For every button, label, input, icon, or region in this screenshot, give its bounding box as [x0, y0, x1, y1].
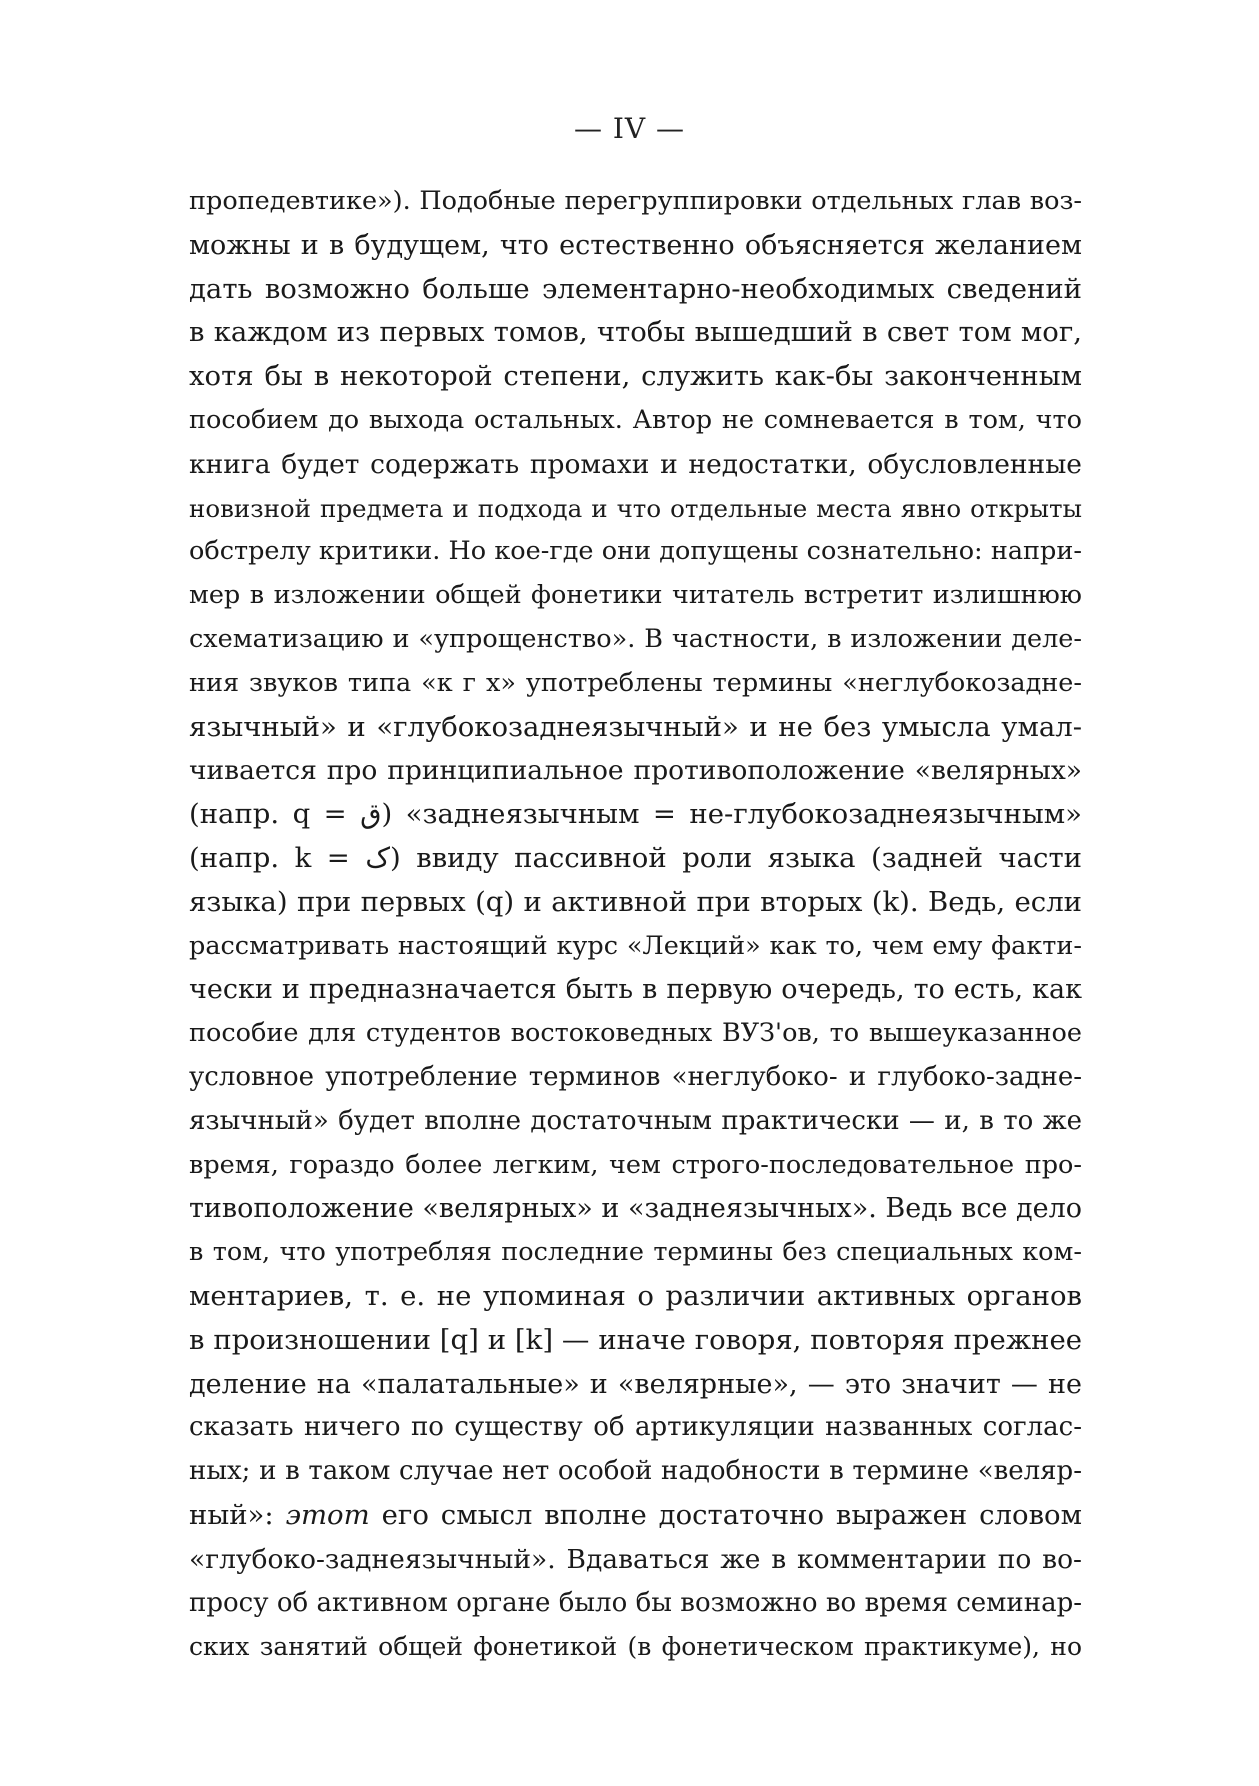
text-segment: его смысл вполне достаточно выражен словом — [369, 1498, 1082, 1531]
text-line: в произношении [q] и [k] — иначе говоря, повторяя прежнее — [189, 1323, 1082, 1356]
text-line: пособие для студентов востоковедных ВУЗ'ов, то вышеуказанное — [189, 1018, 1082, 1049]
text-line: условное употребление терминов «неглубоко- и глубоко-задне- — [189, 1061, 1082, 1092]
text-line: чески и предназначается быть в первую очередь, то есть, как — [189, 974, 1082, 1006]
text-line: хотя бы в некоторой степени, служить как-бы законченным — [189, 360, 1082, 393]
text-line: можны и в будущем, что естественно объясняется желанием — [189, 229, 1082, 261]
text-line: «глубоко-заднеязычный». Вдаваться же в комментарии по во- — [189, 1543, 1082, 1575]
text-line: рассматривать настоящий курс «Лекций» как то, чем ему факти- — [189, 930, 1082, 961]
text-line: в каждом из первых томов, чтобы вышедший в свет том мог, — [189, 316, 1082, 349]
text-line: ных; и в таком случае нет особой надобности в термине «веляр- — [189, 1456, 1082, 1487]
text-line: сказать ничего по существу об артикуляции названных соглас- — [189, 1412, 1082, 1443]
text-line: время, гораздо более легким, чем строго-последовательное про- — [189, 1149, 1082, 1180]
text-line: книга будет содержать промахи и недостатки, обусловленные — [189, 448, 1082, 480]
text-segment: ный»: — [189, 1498, 286, 1531]
text-line-with-italic — [189, 1494, 1082, 1538]
text-line: пропедевтике»). Подобные перегруппировки отдельных глав воз- — [189, 186, 1082, 216]
body-text — [189, 180, 1082, 1669]
text-line: чивается про принципиальное противоположение «велярных» — [189, 755, 1082, 787]
text-line: ментариев, т. е. не упоминая о различии активных органов — [189, 1279, 1082, 1312]
text-line: обстрелу критики. Но кое-где они допущены сознательно: напри- — [189, 536, 1082, 567]
text-line: деление на «палатальные» и «велярные», — это значит — не — [189, 1368, 1082, 1400]
text-line: тивоположение «велярных» и «заднеязычных». Ведь все дело — [189, 1193, 1082, 1225]
text-line: новизной предмета и подхода и что отдельные места явно открыты — [189, 493, 1082, 523]
text-line: мер в изложении общей фонетики читатель встретит излишнюю — [189, 580, 1082, 611]
text-line: (напр. q = ق) «заднеязычным = не-глубокозаднеязычным» — [189, 798, 1082, 831]
text-line: языка) при первых (q) и активной при вторых (k). Ведь, если — [189, 885, 1082, 918]
text-line: язычный» и «глубокозаднеязычный» и не без умысла умал- — [189, 710, 1082, 743]
text-line: просу об активном органе было бы возможно во время семинар- — [189, 1587, 1082, 1618]
text-line: ния звуков типа «к г х» употреблены термины «неглубокозадне- — [189, 667, 1082, 698]
text-line: пособием до выхода остальных. Автор не сомневается в том, что — [189, 404, 1082, 435]
text-line: (напр. k = ک) ввиду пассивной роли языка (задней части — [189, 841, 1082, 874]
text-line: схематизацию и «упрощенство». В частности, в изложении деле- — [189, 623, 1082, 654]
text-line: ских занятий общей фонетикой (в фонетическом практикуме), но — [189, 1632, 1082, 1662]
text-line: язычный» будет вполне достаточным практически — и, в то же — [189, 1105, 1082, 1136]
page-number: — IV — — [573, 112, 686, 145]
text-line: в том, что употребляя последние термины без специальных ком- — [189, 1237, 1082, 1268]
italic-word: этот — [285, 1498, 370, 1531]
text-line: дать возможно больше элементарно-необходимых сведений — [189, 272, 1082, 305]
